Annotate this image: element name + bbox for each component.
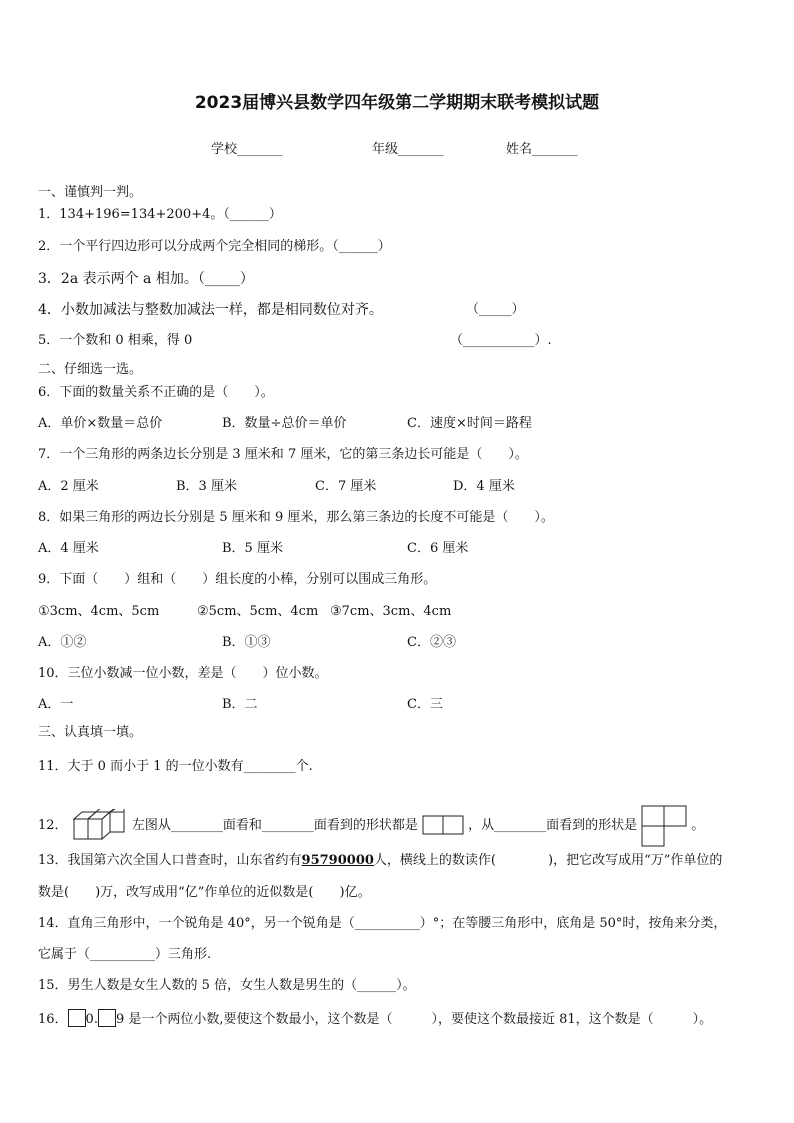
question-8: 8．如果三角形的两边长分别是 5 厘米和 9 厘米，那么第三条边的长度不可能是（ ）。 (38, 510, 554, 525)
question-16 (38, 1009, 712, 1029)
question-9-group-1: ①3cm、4cm、5cm (38, 604, 160, 619)
question-4: 4．小数加减法与整数加减法一样，都是相同数位对齐。 (38, 302, 383, 318)
question-2: 2．一个平行四边形可以分成两个完全相同的梯形。（______） (38, 239, 391, 254)
name-field: 姓名_______ (506, 142, 578, 157)
question-4-blank: （_____） (466, 302, 525, 317)
section-2-heading: 二、仔细选一选。 (38, 362, 143, 377)
question-10: 10．三位小数减一位小数，差是（ ）位小数。 (38, 666, 328, 681)
question-10-option-c: C．三 (407, 697, 443, 712)
question-13-text-b: 人，横线上的数读作( )，把它改写成用“万”作单位的 (373, 853, 723, 868)
question-8-option-c: C．6 厘米 (407, 541, 469, 556)
question-12-text-c: 。 (691, 818, 705, 833)
question-12-number: 12． (38, 818, 68, 833)
question-7-option-c: C．7 厘米 (315, 479, 377, 494)
question-13-text-a: 13．我国第六次全国人口普查时，山东省约有 (38, 853, 302, 868)
question-9-option-b: B．①③ (222, 635, 271, 650)
question-13-line-1 (38, 852, 722, 870)
question-12-text-b: ，从________面看到的形状是 (468, 818, 638, 833)
question-11: 11．大于 0 而小于 1 的一位小数有________个. (38, 759, 313, 774)
question-10-option-a: A．一 (38, 697, 74, 712)
question-6-option-a: A．单价×数量＝总价 (38, 416, 163, 431)
question-6: 6．下面的数量关系不正确的是（ ）。 (38, 385, 274, 400)
question-10-option-b: B．二 (222, 697, 258, 712)
question-8-option-a: A．4 厘米 (38, 541, 99, 556)
question-13-line-2: 数是( )万，改写成用“亿”作单位的近似数是( )亿。 (38, 885, 371, 900)
question-16-text: 9 是一个两位小数,要使这个数最小，这个数是（ ），要使这个数最接近 81，这个数是（ ）。 (115, 1012, 713, 1027)
question-12-text-a: 左图从________面看和________面看到的形状都是 (131, 818, 418, 833)
section-1-heading: 一、谨慎判一判。 (38, 185, 143, 200)
question-5-blank: （___________）. (450, 333, 552, 348)
question-9-group-2: ②5cm、5cm、4cm (197, 604, 319, 619)
question-7: 7．一个三角形的两条边长分别是 3 厘米和 7 厘米，它的第三条边长可能是（ ）。 (38, 447, 528, 462)
question-12 (38, 805, 704, 847)
three-square-view-icon (641, 805, 687, 847)
section-3-heading: 三、认真填一填。 (38, 725, 143, 740)
page-title: 2023届博兴县数学四年级第二学期期末联考模拟试题 (194, 93, 600, 113)
school-field: 学校_______ (211, 142, 283, 157)
question-7-option-b: B．3 厘米 (176, 479, 237, 494)
question-9: 9．下面（ ）组和（ ）组长度的小棒，分别可以围成三角形。 (38, 572, 437, 587)
cube-stack-figure (72, 809, 128, 841)
question-14-line-2: 它属于（__________）三角形. (38, 947, 212, 962)
question-8-option-b: B．5 厘米 (222, 541, 283, 556)
question-5: 5．一个数和 0 相乘，得 0 (38, 333, 193, 348)
digit-box-1 (68, 1009, 86, 1027)
question-6-option-b: B．数量÷总价＝单价 (222, 416, 347, 431)
question-16-number: 16． (38, 1012, 68, 1027)
digit-box-2 (98, 1009, 116, 1027)
question-9-option-a: A．①② (38, 635, 87, 650)
question-7-option-d: D．4 厘米 (453, 479, 515, 494)
question-1: 1．134+196=134+200+4。（______） (38, 207, 282, 222)
question-6-option-c: C．速度×时间＝路程 (407, 416, 532, 431)
question-3: 3．2a 表示两个 a 相加。（_____） (38, 271, 254, 287)
question-14-line-1: 14．直角三角形中，一个锐角是 40°，另一个锐角是（__________）°；在等腰三角形中，底角是 50°时，按角来分类， (38, 916, 727, 931)
question-15: 15．男生人数是女生人数的 5 倍，女生人数是男生的（______）。 (38, 978, 416, 993)
two-square-view-icon (422, 815, 464, 835)
question-16-decimal: 0. (85, 1012, 98, 1027)
grade-field: 年级_______ (372, 142, 444, 157)
question-9-option-c: C．②③ (407, 635, 456, 650)
question-9-group-3: ③7cm、3cm、4cm (330, 604, 452, 619)
population-number: 95790000 (301, 853, 374, 868)
question-7-option-a: A．2 厘米 (38, 479, 99, 494)
